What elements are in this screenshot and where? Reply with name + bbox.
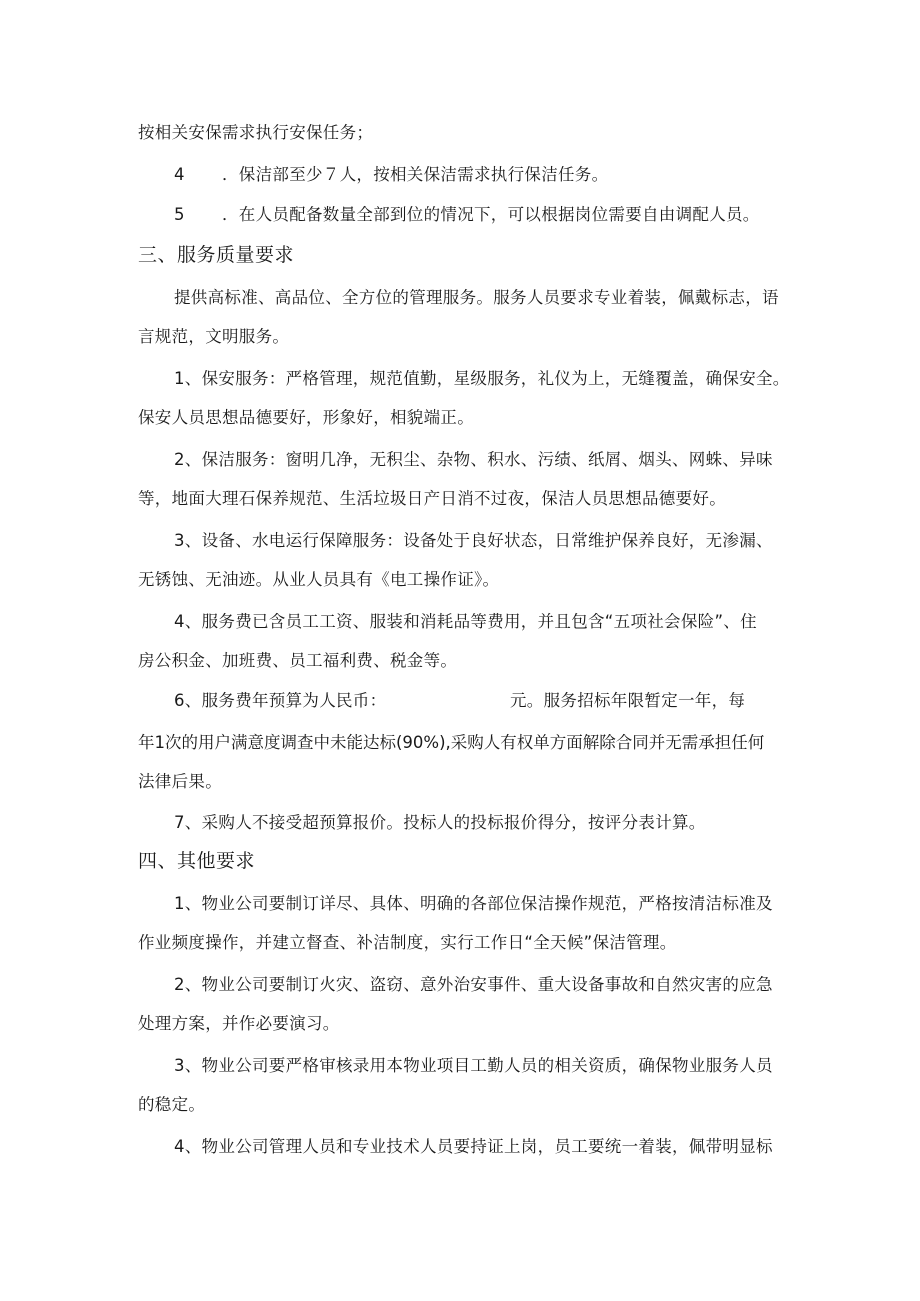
paragraph-line: 1、物业公司要制订详尽、具体、明确的各部位保洁操作规范，严格按清洁标准及 [174,894,773,913]
list-item-5 [174,204,760,226]
paragraph-line: 处理方案，并作必要演习。 [138,1014,340,1033]
paragraph-line: 6、服务费年预算为人民币： [174,691,387,710]
section-heading-4: 四、其他要求 [138,850,256,872]
paragraph-line: 4、服务费已含员工工资、服装和消耗品等费用，并且包含“五项社会保险”、住 [174,612,757,631]
list-item-4 [174,164,608,186]
paragraph-line: 提供高标准、高品位、全方位的管理服务。服务人员要求专业着装，佩戴标志，语 [174,288,779,307]
paragraph-line: 作业频度操作，并建立督查、补洁制度，实行工作日“全天候”保洁管理。 [138,933,677,952]
paragraph-line: 等，地面大理石保养规范、生活垃圾日产日消不过夜，保洁人员思想品德要好。 [138,489,726,508]
paragraph-line: 3、物业公司要严格审核录用本物业项目工勤人员的相关资质，确保物业服务人员 [174,1056,773,1075]
paragraph-line: 年1次的用户满意度调查中未能达标(90%),采购人有权单方面解除合同并无需承担任何 [138,733,765,752]
paragraph-line: 保安人员思想品德要好，形象好，相貌端正。 [138,408,474,427]
item-text: ．保洁部至少７人，按相关保洁需求执行保洁任务。 [222,165,609,184]
paragraph-line: 房公积金、加班费、员工福利费、税金等。 [138,651,458,670]
paragraph-line: 7、采购人不接受超预算报价。投标人的投标报价得分，按评分表计算。 [174,813,706,832]
paragraph-line: 言规范，文明服务。 [138,327,290,346]
paragraph-line: 无锈蚀、无油迹。从业人员具有《电工操作证》。 [138,570,500,589]
paragraph-line: 的稳定。 [138,1095,206,1114]
item-text: ．在人员配备数量全部到位的情况下，可以根据岗位需要自由调配人员。 [222,205,760,224]
paragraph-line: 法律后果。 [138,772,222,791]
paragraph-line: 3、设备、水电运行保障服务：设备处于良好状态，日常维护保养良好，无渗漏、 [174,531,773,550]
section-heading-3: 三、服务质量要求 [138,244,295,266]
paragraph-line: 1、保安服务：严格管理，规范值勤，星级服务，礼仪为上，无缝覆盖，确保安全。 [174,369,790,388]
paragraph-line: 2、物业公司要制订火灾、盗窃、意外治安事件、重大设备事故和自然灾害的应急 [174,975,773,994]
body-line: 按相关安保需求执行安保任务； [138,123,374,142]
paragraph-line-tail: 元。服务招标年限暂定一年，每 [510,691,746,710]
item-number: 4 [174,165,185,184]
paragraph-line: 4、物业公司管理人员和专业技术人员要持证上岗，员工要统一着装，佩带明显标 [174,1137,773,1156]
paragraph-line: 2、保洁服务：窗明几净，无积尘、杂物、积水、污绩、纸屑、烟头、网蛛、异味 [174,450,773,469]
item-number: 5 [174,205,185,224]
